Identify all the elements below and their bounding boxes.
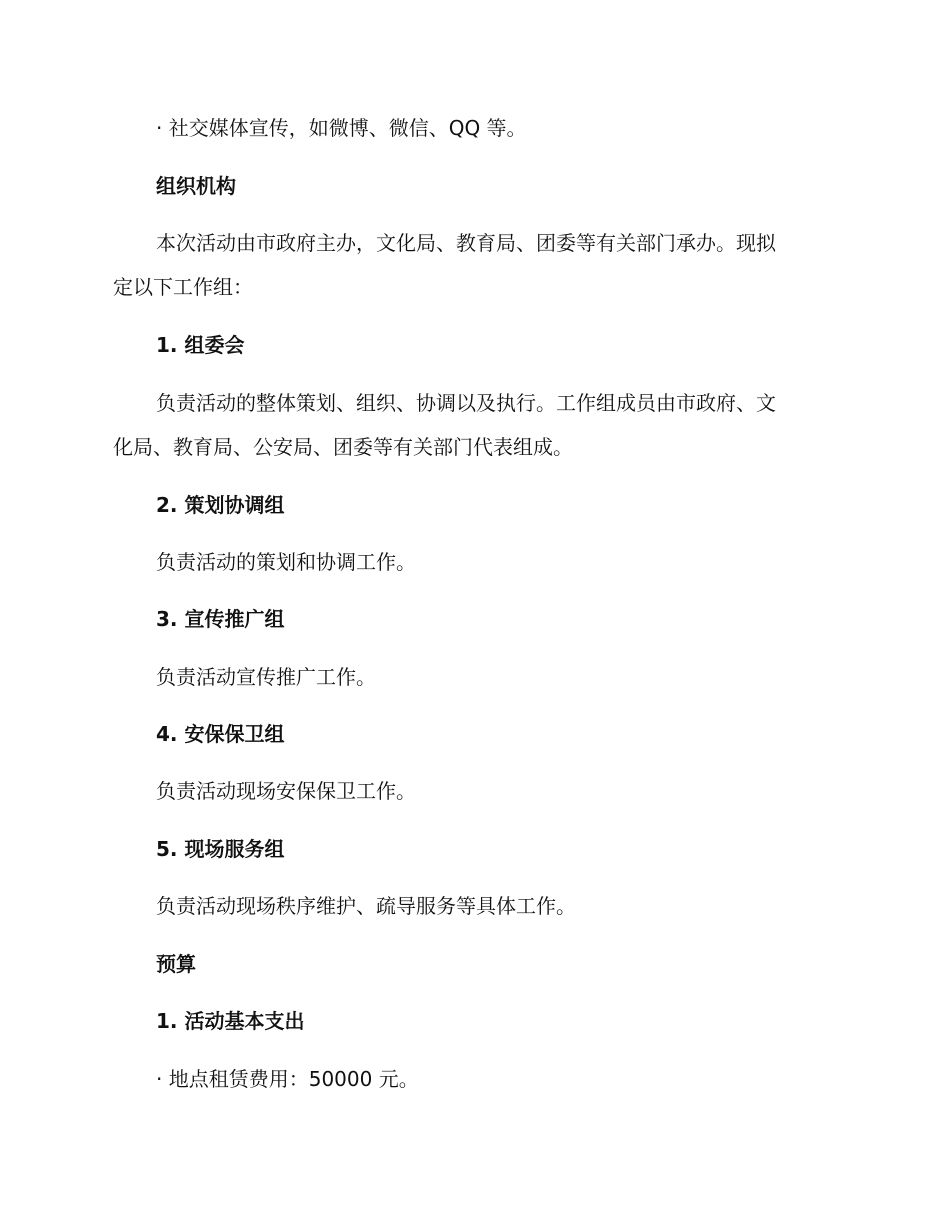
para-organization-line2: 定以下工作组： <box>113 275 253 299</box>
bullet-venue-rent: · 地点租赁费用：50000 元。 <box>156 1067 419 1091</box>
heading-budget: 预算 <box>156 952 196 976</box>
heading-service: 5. 现场服务组 <box>156 837 285 861</box>
heading-committee: 1. 组委会 <box>156 333 245 357</box>
heading-security: 4. 安保保卫组 <box>156 722 285 746</box>
para-planning: 负责活动的策划和协调工作。 <box>156 550 416 574</box>
heading-promotion: 3. 宣传推广组 <box>156 607 285 631</box>
para-service: 负责活动现场秩序维护、疏导服务等具体工作。 <box>156 894 576 918</box>
heading-basic-expense: 1. 活动基本支出 <box>156 1009 305 1033</box>
para-committee-line2: 化局、教育局、公安局、团委等有关部门代表组成。 <box>113 435 573 459</box>
heading-organization: 组织机构 <box>156 174 236 198</box>
para-organization-line1: 本次活动由市政府主办，文化局、教育局、团委等有关部门承办。现拟 <box>156 231 776 255</box>
heading-planning: 2. 策划协调组 <box>156 493 285 517</box>
para-committee-line1: 负责活动的整体策划、组织、协调以及执行。工作组成员由市政府、文 <box>156 391 776 415</box>
para-promotion: 负责活动宣传推广工作。 <box>156 665 376 689</box>
bullet-social-media: · 社交媒体宣传，如微博、微信、QQ 等。 <box>156 116 527 140</box>
para-security: 负责活动现场安保保卫工作。 <box>156 779 416 803</box>
